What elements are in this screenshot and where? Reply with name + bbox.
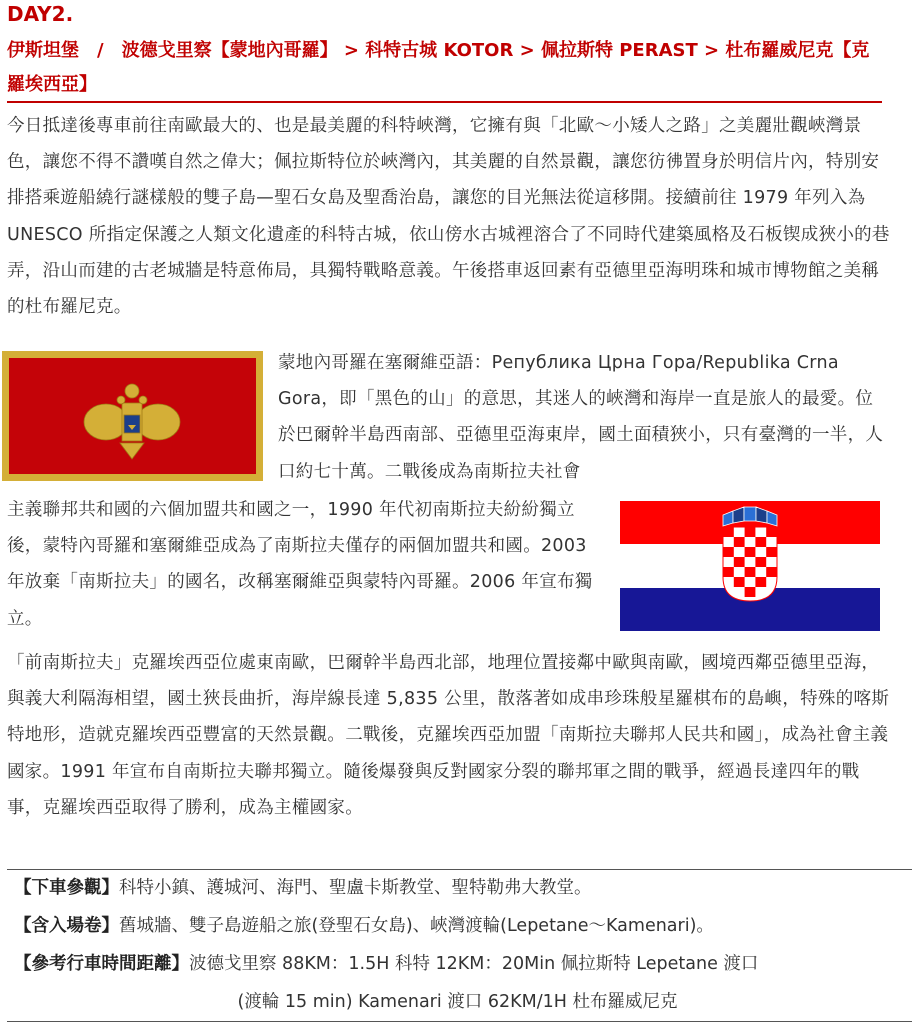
distance-label: 【參考行車時間距離】 [14, 954, 189, 974]
distance-value-continued: (渡輪 15 min) Kamenari 渡口 62KM/1H 杜布羅威尼克 [237, 992, 678, 1012]
heading-divider [7, 101, 882, 103]
montenegro-paragraph-continued: 主義聯邦共和國的六個加盟共和國之一，1990 年代初南斯拉夫紛紛獨立後，蒙特內哥羅和塞爾維亞成為了南斯拉夫僅存的兩個加盟共和國。2003 年放棄「南斯拉夫」的國名，改稱塞爾維亞與蒙特內哥羅。2006 年宣布獨立。 [7, 500, 593, 629]
bottom-divider [7, 1021, 912, 1022]
distance-value: 波德戈里察 88KM：1.5H 科特 12KM：20Min 佩拉斯特 Lepetane 渡口 [189, 954, 759, 974]
route-title: 伊斯坦堡 / 波德戈里察【蒙地內哥羅】 > 科特古城 KOTOR > 佩拉斯特 PERAST > 杜布羅威尼克【克羅埃西亞】 [7, 40, 870, 95]
distance-row [14, 946, 909, 982]
montenegro-flag-image [2, 351, 263, 481]
sightseeing-value: 科特小鎮、護城河、海門、聖盧卡斯教堂、聖特勒弗大教堂。 [119, 878, 592, 898]
sightseeing-label: 【下車參觀】 [14, 878, 119, 898]
croatia-paragraph: 「前南斯拉夫」克羅埃西亞位處東南歐，巴爾幹半島西北部，地理位置接鄰中歐與南歐，國境西鄰亞德里亞海，與義大利隔海相望，國土狹長曲折，海岸線長達 5,835 公里，散落著如成串珍珠般星羅棋布的島嶼，特殊的喀斯特地形，造就克羅埃西亞豐富的天然景觀。二戰後，克羅埃西亞加盟「南斯拉夫聯邦人民共和國」，成為社會主義國家。1991 年宣布自南斯拉夫聯邦獨立。隨後爆發與反對國家分裂的聯邦軍之間的戰爭，經過長達四年的戰事，克羅埃西亞取得了勝利，成為主權國家。 [7, 653, 890, 818]
montenegro-paragraph: 蒙地內哥羅在塞爾維亞語：Република Црна Гора/Republika Crna Gora，即「黑色的山」的意思，其迷人的峽灣和海岸一直是旅人的最愛。位於巴爾幹半島西南部、亞德里亞海東岸，國土面積狹小，只有臺灣的一半，人口約七十萬。二戰後成為南斯拉夫社會 [278, 353, 884, 482]
sightseeing-row [14, 870, 909, 906]
tickets-row [14, 908, 909, 944]
tickets-label: 【含入場卷】 [14, 916, 119, 936]
day-label: DAY2. [7, 2, 74, 26]
croatia-flag-image [620, 501, 880, 631]
intro-paragraph: 今日抵達後專車前往南歐最大的、也是最美麗的科特峽灣，它擁有與「北歐～小矮人之路」之美麗壯觀峽灣景色，讓您不得不讚嘆自然之偉大；佩拉斯特位於峽灣內，其美麗的自然景觀，讓您彷彿置身於明信片內，特別安排搭乘遊船繞行謎樣般的雙子島—聖石女島及聖喬治島，讓您的目光無法從這移開。接續前往 1979 年列入為 UNESCO 所指定保護之人類文化遺產的科特古城，依山傍水古城裡溶合了不同時代建築風格及石板锲成狹小的巷弄，沿山而建的古老城牆是特意佈局，具獨特戰略意義。午後搭車返回素有亞德里亞海明珠和城市博物館之美稱的杜布羅尼克。 [7, 116, 890, 318]
tickets-value: 舊城牆、雙子島遊船之旅(登聖石女島)、峽灣渡輪(Lepetane～Kamenari)。 [119, 916, 714, 936]
